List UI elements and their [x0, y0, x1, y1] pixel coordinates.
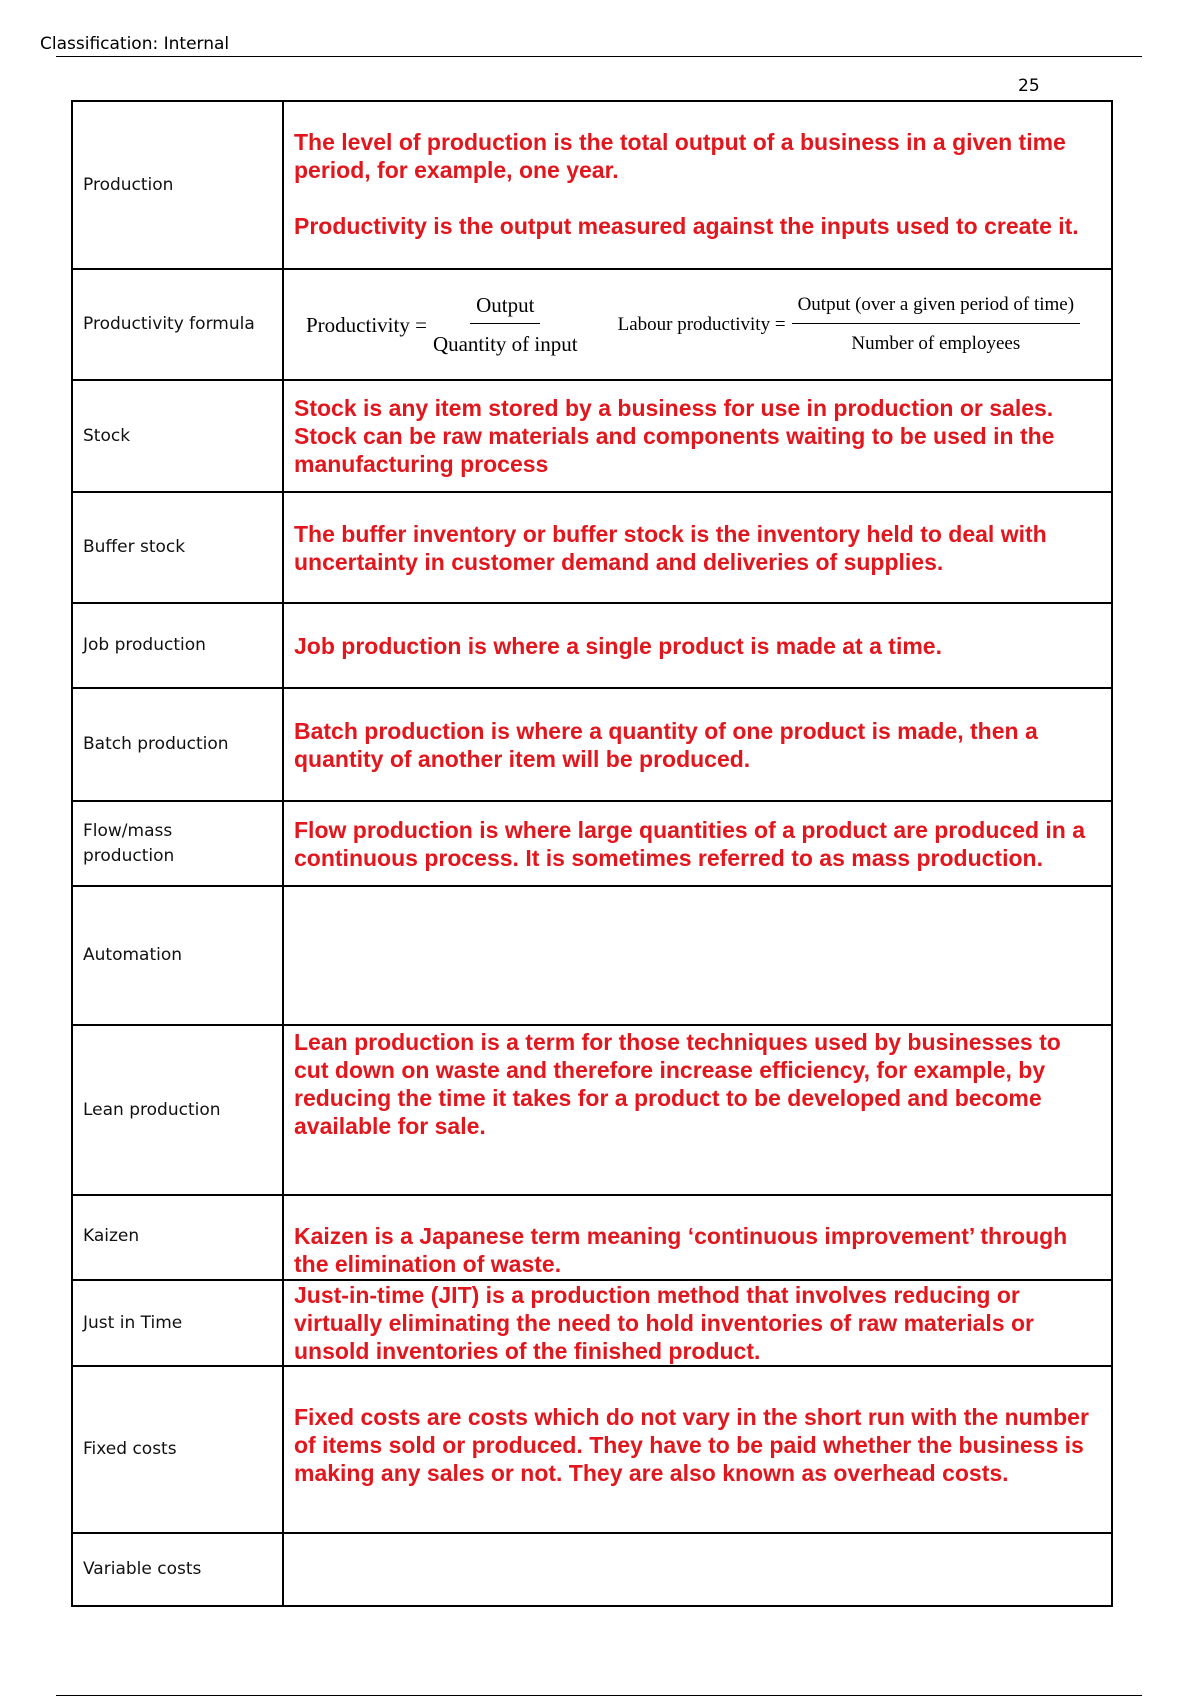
definition-cell: Kaizen is a Japanese term meaning ‘continuous improvement’ through the elimination of waste. — [283, 1195, 1112, 1280]
term-cell: Batch production — [72, 688, 283, 801]
definition-cell: Fixed costs are costs which do not vary in the short run with the number of items sold or produced. They have to be paid whether the business is making any sales or not. They are also known as overhead costs. — [283, 1366, 1112, 1533]
term-cell: Kaizen — [72, 1195, 283, 1280]
productivity-numerator: Output — [470, 291, 540, 324]
formula-cell — [283, 269, 1112, 380]
footer-divider — [56, 1695, 1142, 1696]
labour-denominator: Number of employees — [851, 333, 1021, 354]
productivity-formula-label: Productivity = — [306, 312, 427, 337]
header-divider — [56, 56, 1142, 57]
formula-container — [294, 291, 1101, 358]
definition-text: The level of production is the total output of a business in a given time period, for example, one year. — [294, 129, 1066, 183]
productivity-fraction — [433, 291, 578, 358]
term-cell: Stock — [72, 380, 283, 492]
term-cell: Lean production — [72, 1025, 283, 1195]
table-row — [72, 269, 1112, 380]
table-row — [72, 1366, 1112, 1533]
definition-cell: The buffer inventory or buffer stock is the inventory held to deal with uncertainty in customer demand and deliveries of supplies. — [283, 492, 1112, 603]
definition-cell: Lean production is a term for those techniques used by businesses to cut down on waste and therefore increase efficiency, for example, by reducing the time it takes for a product to be developed and become available for sale. — [283, 1025, 1112, 1195]
definition-cell: Flow production is where large quantities of a product are produced in a continuous process. It is sometimes referred to as mass production. — [283, 801, 1112, 886]
productivity-denominator: Quantity of input — [432, 332, 578, 356]
table-row — [72, 1025, 1112, 1195]
term-cell: Job production — [72, 603, 283, 688]
table-row — [72, 1533, 1112, 1606]
definition-cell — [283, 101, 1112, 269]
glossary-table — [71, 100, 1113, 1607]
term-cell: Production — [72, 101, 283, 269]
labour-formula-label: Labour productivity = — [617, 313, 786, 335]
table-row — [72, 101, 1112, 269]
table-row — [72, 492, 1112, 603]
term-cell: Just in Time — [72, 1280, 283, 1366]
classification-label: Classification: Internal — [40, 34, 230, 54]
table-row — [72, 380, 1112, 492]
definition-cell: Stock is any item stored by a business for use in production or sales. Stock can be raw materials and components waiting to be used in the manufacturing process — [283, 380, 1112, 492]
definition-cell — [283, 1533, 1112, 1606]
table-row — [72, 801, 1112, 886]
term-cell: Buffer stock — [72, 492, 283, 603]
definition-cell: Batch production is where a quantity of one product is made, then a quantity of another item will be produced. — [283, 688, 1112, 801]
table-row — [72, 603, 1112, 688]
term-cell: Variable costs — [72, 1533, 283, 1606]
labour-fraction — [792, 291, 1080, 358]
term-cell: Automation — [72, 886, 283, 1025]
term-cell: Productivity formula — [72, 269, 283, 380]
page-number: 25 — [1018, 76, 1040, 96]
table-row — [72, 688, 1112, 801]
term-cell: Flow/mass production — [72, 801, 283, 886]
labour-numerator: Output (over a given period of time) — [792, 291, 1080, 324]
definition-cell: Just-in-time (JIT) is a production method that involves reducing or virtually eliminating the need to hold inventories of raw materials or unsold inventories of the finished product. — [283, 1280, 1112, 1366]
table-row — [72, 1280, 1112, 1366]
definition-text: Productivity is the output measured against the inputs used to create it. — [294, 213, 1079, 239]
labour-productivity-formula — [618, 291, 1080, 358]
term-cell: Fixed costs — [72, 1366, 283, 1533]
table-row — [72, 1195, 1112, 1280]
definition-cell: Job production is where a single product is made at a time. — [283, 603, 1112, 688]
productivity-formula — [306, 291, 578, 358]
table-row — [72, 886, 1112, 1025]
definition-cell — [283, 886, 1112, 1025]
